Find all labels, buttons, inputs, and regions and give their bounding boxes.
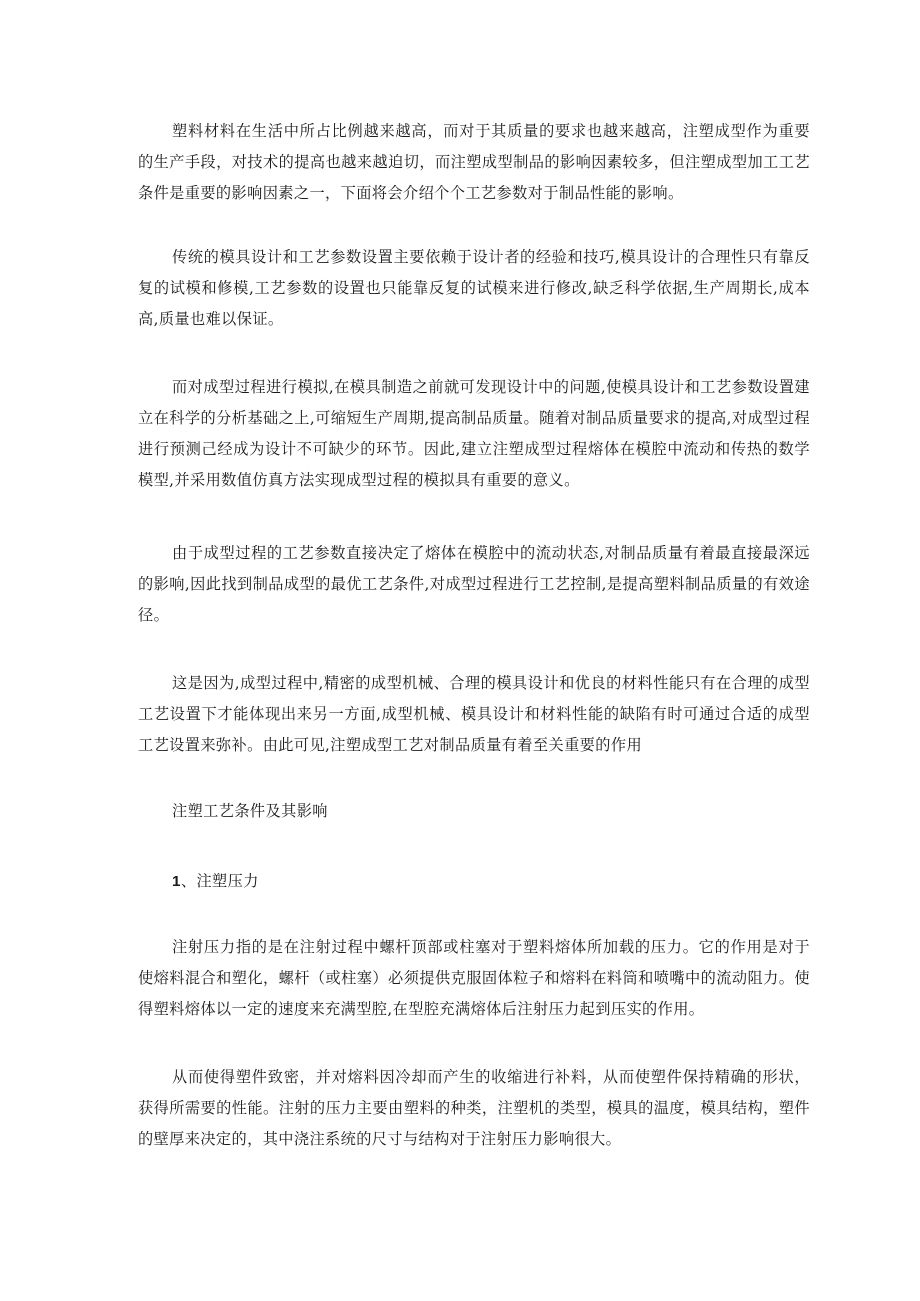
paragraph-simulation: 而对成型过程进行模拟,在模具制造之前就可发现设计中的问题,使模具设计和工艺参数设置建立在科学的分析基础之上,可缩短生产周期,提高制品质量。随着对制品质量要求的提高,对成型过程进行预测己经成为设计不可缺少的环节。因此,建立注塑成型过程熔体在模腔中流动和传热的数学模型,并采用数值仿真方法实现成型过程的模拟具有重要的意义。 [138,378,810,489]
paragraph-process-parameters: 由于成型过程的工艺参数直接决定了熔体在模腔中的流动状态,对制品质量有着最直接最深远的影响,因此找到制品成型的最优工艺条件,对成型过程进行工艺控制,是提高塑料制品质量的有效途径。 [138,544,810,624]
paragraph-molding-machine: 这是因为,成型过程中,精密的成型机械、合理的模具设计和优良的材料性能只有在合理的成型工艺设置下才能体现出来另一方面,成型机械、模具设计和材料性能的缺陷有时可通过合适的成型工艺设置来弥补。由此可见,注塑成型工艺对制品质量有着至关重要的作用 [138,674,810,754]
subsection-number: 1 [172,873,181,890]
subsection-title: 、注塑压力 [180,872,259,890]
paragraph-pressure-effects: 从而使得塑件致密，并对熔料因冷却而产生的收缩进行补料，从而使塑件保持精确的形状，获得所需要的性能。注射的压力主要由塑料的种类，注塑机的类型，模具的温度，模具结构，塑件的壁厚来决定的，其中浇注系统的尺寸与结构对于注射压力影响很大。 [138,1068,810,1148]
paragraph-intro: 塑料材料在生活中所占比例越来越高，而对于其质量的要求也越来越高，注塑成型作为重要的生产手段，对技术的提高也越来越迫切，而注塑成型制品的影响因素较多，但注塑成型加工工艺条件是重要的影响因素之一，下面将会介绍个个工艺参数对于制品性能的影响。 [138,122,810,202]
paragraph-injection-pressure: 注射压力指的是在注射过程中螺杆顶部或柱塞对于塑料熔体所加载的压力。它的作用是对于使熔料混合和塑化，螺杆（或柱塞）必须提供克服固体粒子和熔料在料筒和喷嘴中的流动阻力。使得塑料熔体以一定的速度来充满型腔,在型腔充满熔体后注射压力起到压实的作用。 [138,938,810,1018]
subsection-heading [172,866,259,897]
paragraph-traditional-design: 传统的模具设计和工艺参数设置主要依赖于设计者的经验和技巧,模具设计的合理性只有靠反复的试模和修模,工艺参数的设置也只能靠反复的试模来进行修改,缺乏科学依据,生产周期长,成本高,质量也难以保证。 [138,248,810,328]
section-heading: 注塑工艺条件及其影响 [172,802,328,820]
